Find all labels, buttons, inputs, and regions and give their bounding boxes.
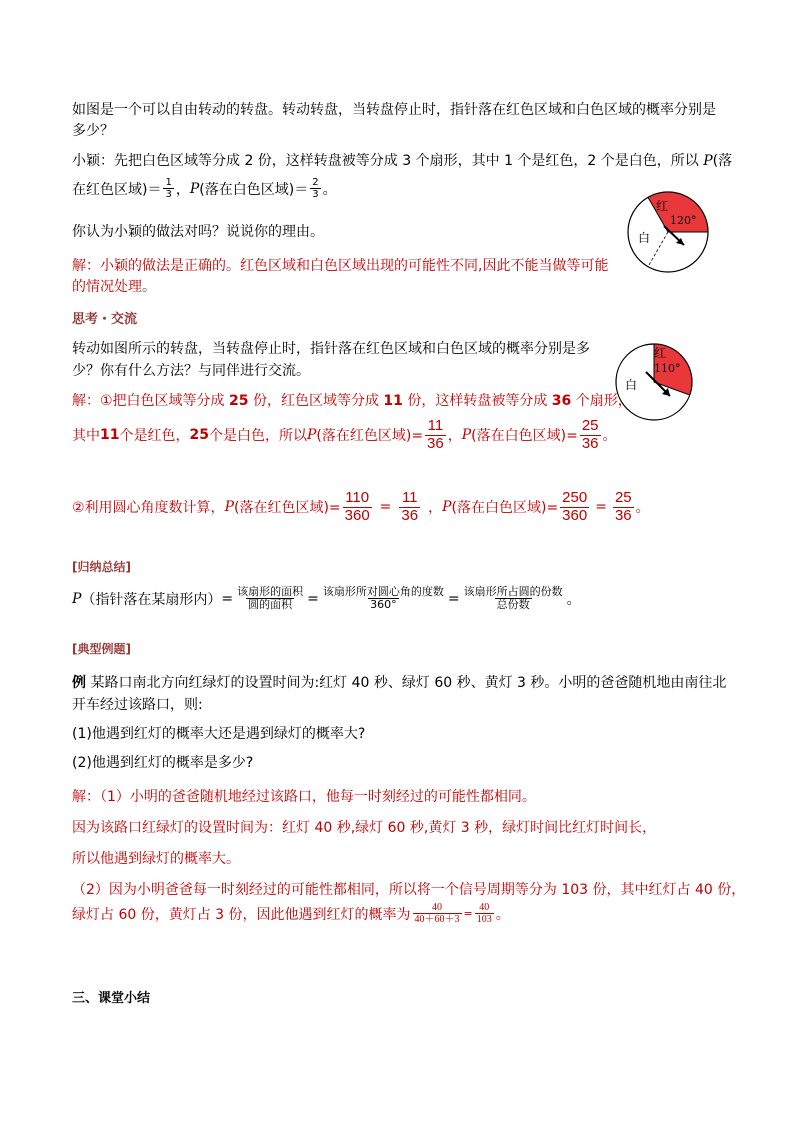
example-text-line1: 例 某路口南北方向红绿灯的设置时间为:红灯 40 秒、绿灯 60 秒、黄灯 3 秒。小明的爸爸随机地由南往北 [72, 675, 727, 691]
fraction-two-thirds: $\frac{2}{3}$ [312, 177, 319, 200]
wheel-red-label: 红 [654, 346, 667, 360]
example-text-line2: 开车经过该路口，则: [72, 697, 203, 713]
fraction-40-over-sum: $\frac{40}{40+60+3}$ [414, 902, 460, 925]
summary-heading: [归纳总结] [72, 560, 131, 574]
q1-answer-line1: 解：小颖的做法是正确的。红色区域和白色区域出现的可能性不同,因此不能当做等可能 [72, 258, 609, 274]
q1-text-line2: 多少？ [72, 123, 114, 139]
fraction-area: $\frac{\text{该扇形的面积}}{\text{圆的面积}}$ [237, 585, 304, 612]
spinner-wheel-120 [626, 190, 710, 274]
wheel-red-label: 红 [656, 199, 669, 213]
section3-heading: 三、课堂小结 [72, 991, 151, 1006]
fraction-25-36-b: $\frac{25}{36}$ [614, 489, 632, 524]
wheel-white-label: 白 [638, 231, 651, 245]
think-solution-line1: 解：①把白色区域等分成 25 份，红色区域等分成 11 份，这样转盘被等分成 36 个扇形， [72, 393, 632, 409]
fraction-25-36: $\frac{25}{36}$ [581, 417, 599, 452]
wheel-angle-label: 120° [670, 214, 697, 227]
fraction-250-360: $\frac{250}{360}$ [562, 489, 588, 524]
q1-text-line1: 如图是一个可以自由转动的转盘。转动转盘，当转盘停止时，指针落在红色区域和白色区域的概率分别是 [72, 102, 716, 118]
example-answer-line2: 因为该路口红绿灯的设置时间为：红灯 40 秒,绿灯 60 秒,黄灯 3 秒，绿灯时间比红灯时间长， [72, 820, 657, 836]
fraction-angle: $\frac{\text{该扇形所对圆心角的度数}}{360^\circ}$ [322, 585, 444, 612]
example-answer-line5: 绿灯占 60 份，黄灯占 3 份，因此他遇到红灯的概率为 $\frac{40}{40+60+3}$ = $\frac{40}{103}$ 。 [72, 902, 510, 925]
summary-formula: P （指针落在某扇形内） = $\frac{\text{该扇形的面积}}{\text{圆的面积}}$ = $\frac{\text{该扇形所对圆心角的度数}}{360^\circ}$ = $\frac{\text{该扇形所占圆的份数}}{\text{总份数}}$ 。 [72, 585, 581, 612]
wheel-angle-label: 110° [654, 362, 681, 375]
example-question-1: (1)他遇到红灯的概率大还是遇到绿灯的概率大? [72, 726, 366, 742]
q1-question: 你认为小颖的做法对吗？说说你的理由。 [72, 224, 324, 240]
xiaoying-para-line2: 在红色区域)＝ $\frac{1}{3}$ ， P (落在白色区域)＝ $\frac{2}{3}$ 。 [72, 177, 337, 200]
fraction-parts: $\frac{\text{该扇形所占圆的份数}}{\text{总份数}}$ [463, 585, 563, 612]
fraction-one-third: $\frac{1}{3}$ [165, 177, 172, 200]
think-solution-line3: ②利用圆心角度数计算， P (落在红色区域)= $\frac{110}{360}$ = $\frac{11}{36}$ ， P (落在白色区域)= $\frac{250}{360}$ = $\frac{25}{36}$ 。 [72, 489, 650, 524]
think-heading: 思考・交流 [72, 312, 138, 327]
fraction-11-36-b: $\frac{11}{36}$ [401, 489, 419, 524]
think-text-line2: 少？你有什么方法？与同伴进行交流。 [72, 363, 310, 379]
example-answer-line1: 解：（1）小明的爸爸随机地经过该路口，他每一时刻经过的可能性都相同。 [72, 789, 536, 805]
example-question-2: (2)他遇到红灯的概率是多少? [72, 755, 254, 771]
spinner-wheel-110 [614, 342, 694, 422]
q1-answer-line2: 的情况处理。 [72, 279, 156, 295]
example-answer-line3: 所以他遇到绿灯的概率大。 [72, 851, 240, 867]
example-heading: [典型例题] [72, 642, 131, 656]
think-text-line1: 转动如图所示的转盘，当转盘停止时，指针落在红色区域和白色区域的概率分别是多 [72, 341, 590, 357]
fraction-40-103: $\frac{40}{103}$ [476, 902, 492, 925]
think-solution-line2: 其中 11 个是红色， 25 个是白色，所以 P (落在红色区域)= $\frac{11}{36}$ ， P (落在白色区域)= $\frac{25}{36}$ 。 [72, 417, 617, 452]
wheel-white-label: 白 [625, 378, 638, 392]
fraction-11-36: $\frac{11}{36}$ [427, 417, 444, 452]
xiaoying-para-line1: 小颖：先把白色区域等分成 2 份，这样转盘被等分成 3 个扇形，其中 1 个是红色，2 个是白色，所以 P(落 [72, 153, 733, 169]
example-answer-line4: （2）因为小明爸爸每一时刻经过的可能性都相同，所以将一个信号周期等分为 103 份，其中红灯占 40 份， [72, 882, 746, 898]
fraction-110-360: $\frac{110}{360}$ [344, 489, 370, 524]
